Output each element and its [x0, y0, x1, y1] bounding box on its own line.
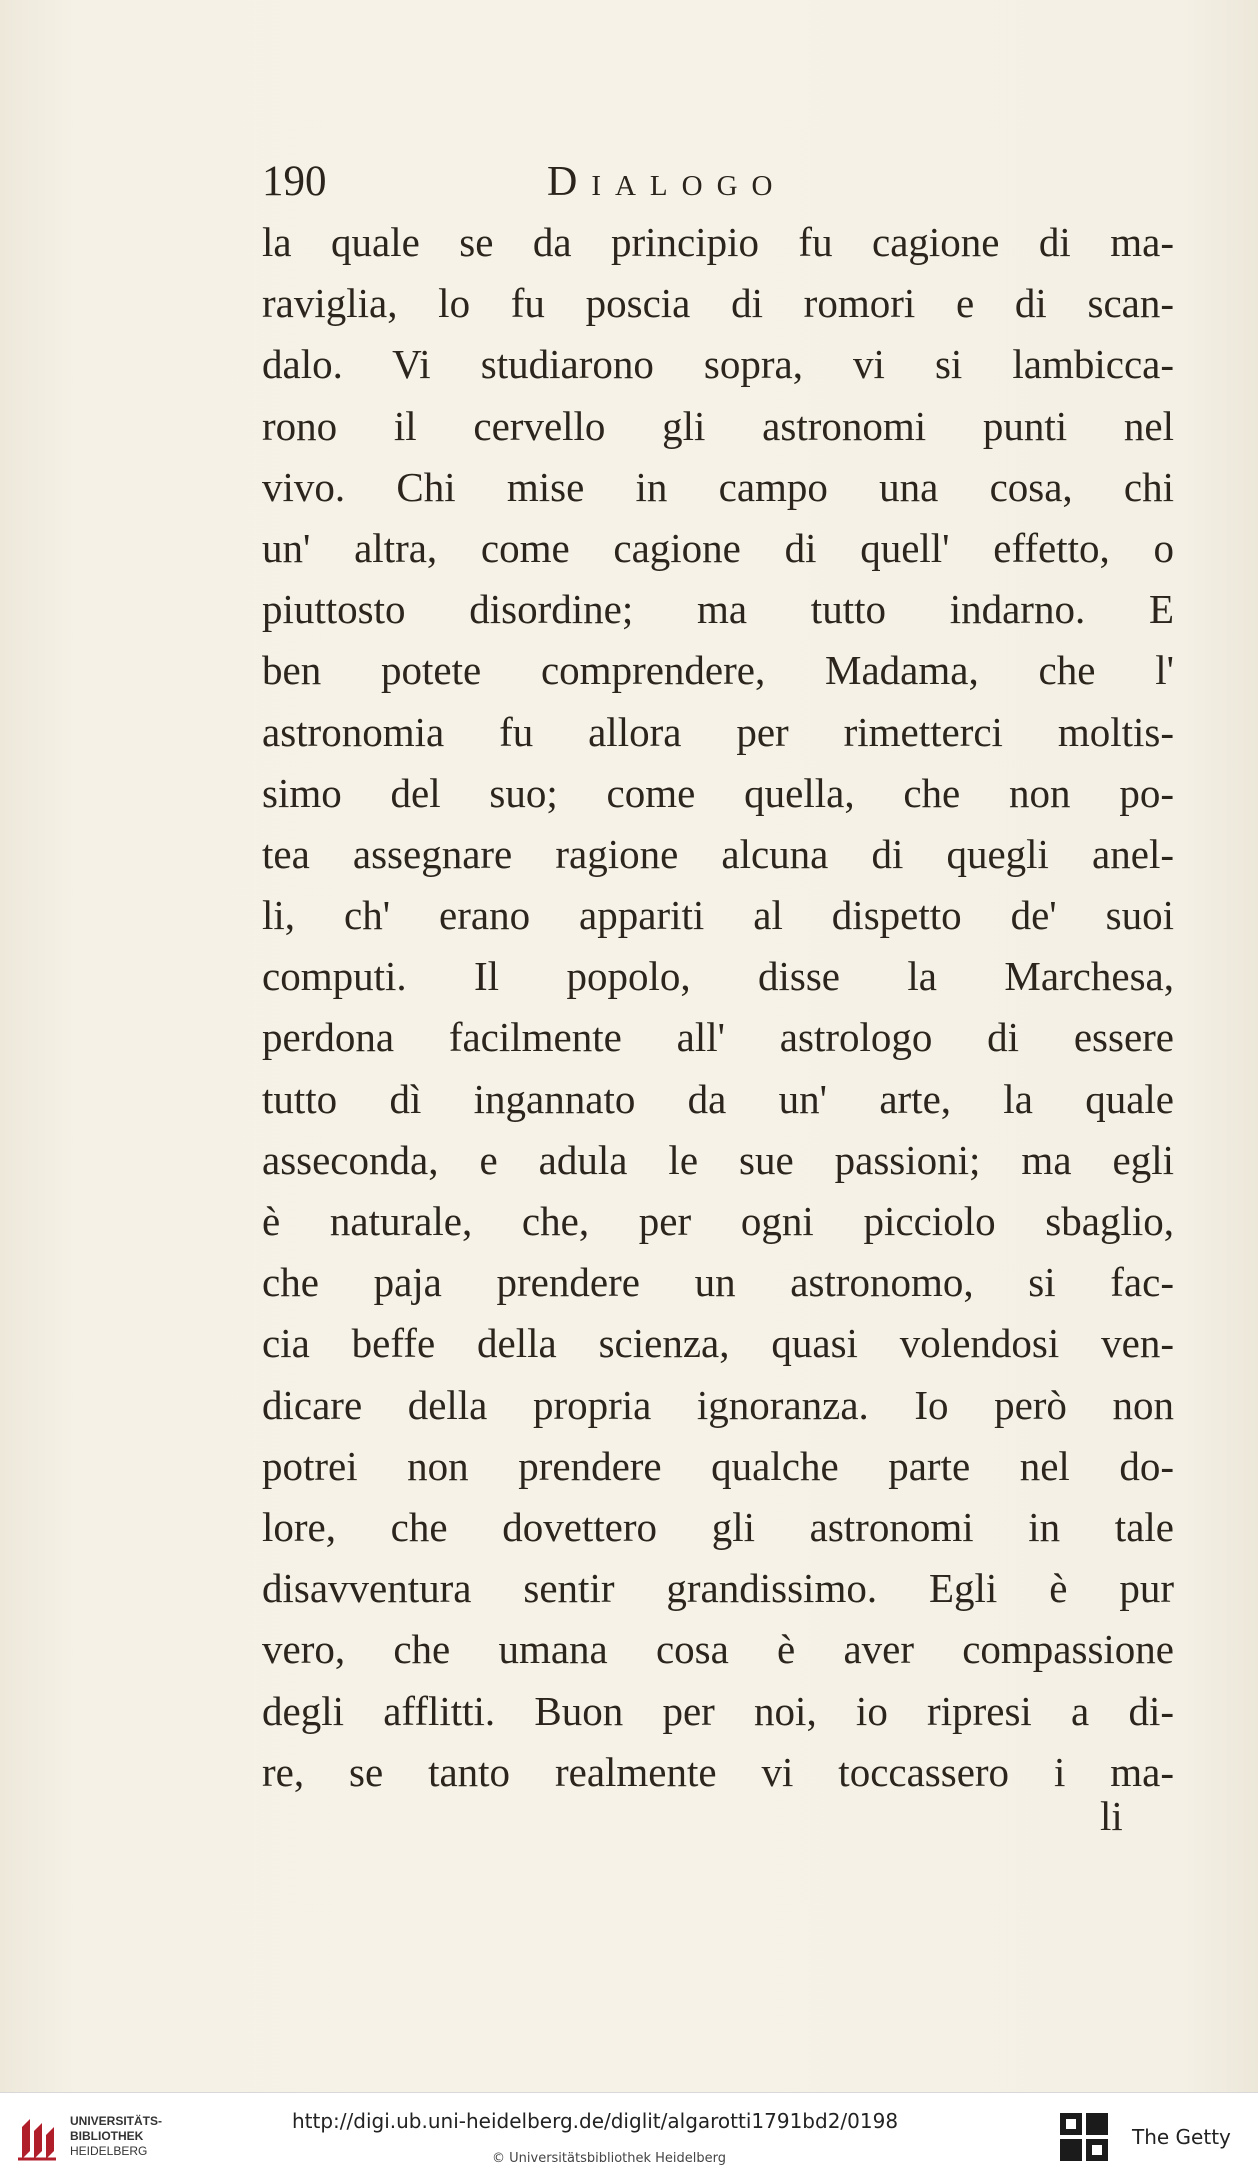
text-line: raviglia, lo fu poscia di romori e di scan-: [262, 280, 1174, 327]
text-line: dicare della propria ignoranza. Io però non: [262, 1381, 1174, 1428]
text-line: re, se tanto realmente vi toccassero i ma-: [262, 1748, 1174, 1795]
permalink-link[interactable]: http://digi.ub.uni-heidelberg.de/diglit/algarotti1791bd2/0198: [292, 2109, 899, 2133]
page-number: 190: [262, 158, 327, 205]
text-line: computi. Il popolo, disse la Marchesa,: [262, 953, 1174, 1000]
catchword: li: [1100, 1793, 1123, 1839]
library-name-line: HEIDELBERG: [70, 2144, 148, 2158]
text-line: un' altra, come cagione di quell' effetto, o: [262, 524, 1174, 571]
page-header: [262, 157, 882, 207]
text-line: perdona facilmente all' astrologo di essere: [262, 1014, 1174, 1061]
text-line: dalo. Vi studiarono sopra, vi si lambicca-: [262, 341, 1174, 388]
text-line: lore, che dovettero gli astronomi in tale: [262, 1503, 1174, 1550]
text-line: rono il cervello gli astronomi punti nel: [262, 402, 1174, 449]
text-line: è naturale, che, per ogni picciolo sbaglio,: [262, 1198, 1174, 1244]
library-name-line: BIBLIOTHEK: [70, 2129, 144, 2143]
copyright-notice: © Universitätsbibliothek Heidelberg: [492, 2151, 727, 2166]
text-line: tutto dì ingannato da un' arte, la quale: [262, 1075, 1174, 1122]
text-line: potrei non prendere qualche parte nel do-: [262, 1442, 1174, 1489]
body-text: [262, 212, 1174, 1803]
text-line: disavventura sentir grandissimo. Egli è pur: [262, 1565, 1174, 1612]
text-line: vivo. Chi mise in campo una cosa, chi: [262, 463, 1174, 510]
text-line: asseconda, e adula le sue passioni; ma egli: [262, 1136, 1174, 1183]
text-line: vero, che umana cosa è aver compassione: [262, 1626, 1174, 1673]
text-line: cia beffe della scienza, quasi volendosi ven-: [262, 1320, 1174, 1367]
text-line: piuttosto disordine; ma tutto indarno. E: [262, 586, 1174, 633]
text-line: astronomia fu allora per rimetterci moltis-: [262, 708, 1174, 755]
text-line: la quale se da principio fu cagione di ma-: [262, 219, 1174, 265]
text-line: ben potete comprendere, Madama, che l': [262, 647, 1174, 694]
text-line: li, ch' erano appariti al dispetto de' suoi: [262, 892, 1174, 939]
text-line: simo del suo; come quella, che non po-: [262, 769, 1174, 816]
running-head: Dialogo: [547, 159, 787, 205]
sponsor-name: The Getty: [1132, 2125, 1231, 2149]
text-line: che paja prendere un astronomo, si fac-: [262, 1259, 1174, 1306]
text-line: tea assegnare ragione alcuna di quegli anel-: [262, 830, 1174, 877]
library-name-line: UNIVERSITÄTS-: [70, 2114, 163, 2128]
getty-logo-icon[interactable]: [1058, 2111, 1110, 2167]
ub-heidelberg-logo-icon[interactable]: [12, 2115, 60, 2163]
library-name: [70, 2114, 162, 2159]
text-line: degli afflitti. Buon per noi, io ripresi a di-: [262, 1687, 1174, 1734]
viewer-footer: [0, 2092, 1258, 2183]
